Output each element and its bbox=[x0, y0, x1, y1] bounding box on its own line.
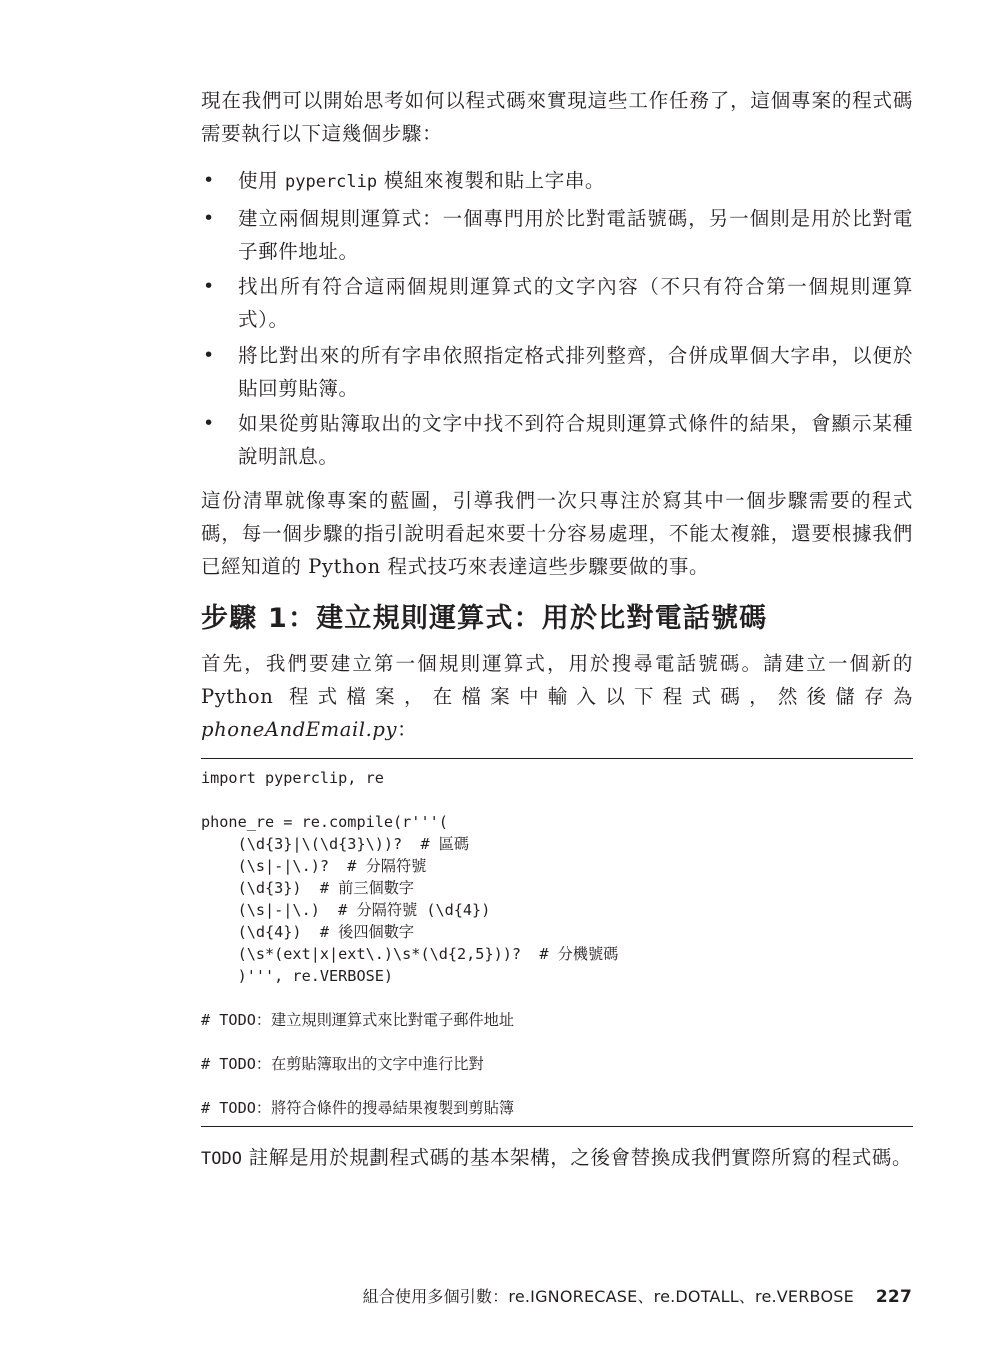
code-todo-comment: # TODO：在剪貼簿取出的文字中進行比對 bbox=[201, 1055, 484, 1073]
list-item-text: 如果從剪貼簿取出的文字中找不到符合規則運算式條件的結果，會顯示某種說明訊息。 bbox=[238, 412, 913, 468]
filename: phoneAndEmail.py bbox=[201, 718, 398, 741]
section-intro-paragraph bbox=[201, 647, 913, 746]
list-item bbox=[201, 202, 913, 268]
steps-list bbox=[201, 164, 913, 473]
code-line: )''', re.VERBOSE) bbox=[201, 967, 394, 985]
code-line: (\s|-|\.)? # 分隔符號 bbox=[201, 857, 427, 875]
code-listing bbox=[201, 758, 913, 1127]
code-line: (\d{3}|\(\d{3}\))? # 區碼 bbox=[201, 835, 470, 853]
list-item-text: 使用 bbox=[238, 169, 285, 192]
todo-paragraph-text: 註解是用於規劃程式碼的基本架構，之後會替換成我們實際所寫的程式碼。 bbox=[241, 1146, 913, 1169]
code-line: import pyperclip, re bbox=[201, 769, 384, 787]
page-content bbox=[201, 84, 913, 1176]
code-todo-comment: # TODO：將符合條件的搜尋結果複製到剪貼簿 bbox=[201, 1099, 515, 1117]
running-footer-title: 組合使用多個引數：re.IGNORECASE、re.DOTALL、re.VERBOSE bbox=[362, 1287, 854, 1306]
list-item bbox=[201, 270, 913, 336]
page-footer bbox=[363, 1284, 912, 1307]
blueprint-paragraph: 這份清單就像專案的藍圖，引導我們一次只專注於寫其中一個步驟需要的程式碼，每一個步驟的指引說明看起來要十分容易處理，不能太複雜，還要根據我們已經知道的 Python 程式技巧來表達這些步驟要做的事。 bbox=[201, 489, 913, 578]
inline-code: pyperclip bbox=[285, 172, 378, 192]
bullet-icon: • bbox=[203, 412, 215, 434]
section-intro-end: ： bbox=[397, 718, 418, 741]
code-line: (\s*(ext|x|ext\.)\s*(\d{2,5}))? # 分機號碼 bbox=[201, 945, 619, 963]
bullet-icon: • bbox=[203, 343, 215, 366]
page-number: 227 bbox=[875, 1287, 912, 1307]
list-item bbox=[201, 339, 913, 405]
code-line: (\d{3}) # 前三個數字 bbox=[201, 879, 415, 897]
list-item-text: 找出所有符合這兩個規則運算式的文字內容（不只有符合第一個規則運算式）。 bbox=[238, 275, 913, 331]
list-item-text: 將比對出來的所有字串依照指定格式排列整齊，合併成單個大字串，以便於貼回剪貼簿。 bbox=[238, 343, 913, 400]
section-heading: 步驟 1：建立規則運算式：用於比對電話號碼 bbox=[201, 603, 768, 634]
section-intro-text: 首先，我們要建立第一個規則運算式，用於搜尋電話號碼。請建立一個新的 Python 程式檔案，在檔案中輸入以下程式碼，然後儲存為 bbox=[201, 652, 913, 708]
list-item-text: 模組來複製和貼上字串。 bbox=[377, 169, 606, 192]
bullet-icon: • bbox=[203, 206, 215, 229]
todo-paragraph bbox=[201, 1141, 913, 1176]
list-item bbox=[201, 164, 913, 199]
bullet-icon: • bbox=[203, 169, 215, 191]
list-item-text: 建立兩個規則運算式：一個專門用於比對電話號碼，另一個則是用於比對電子郵件地址。 bbox=[238, 206, 913, 263]
bullet-icon: • bbox=[203, 275, 215, 297]
list-item bbox=[201, 407, 913, 473]
code-line: phone_re = re.compile(r'''( bbox=[201, 813, 448, 831]
intro-paragraph: 現在我們可以開始思考如何以程式碼來實現這些工作任務了，這個專案的程式碼需要執行以下這幾個步驟： bbox=[201, 89, 913, 145]
code-line: (\s|-|\.) # 分隔符號 (\d{4}) bbox=[201, 901, 491, 919]
code-todo-comment: # TODO：建立規則運算式來比對電子郵件地址 bbox=[201, 1011, 515, 1029]
inline-code: TODO bbox=[201, 1149, 242, 1169]
code-line: (\d{4}) # 後四個數字 bbox=[201, 923, 415, 941]
